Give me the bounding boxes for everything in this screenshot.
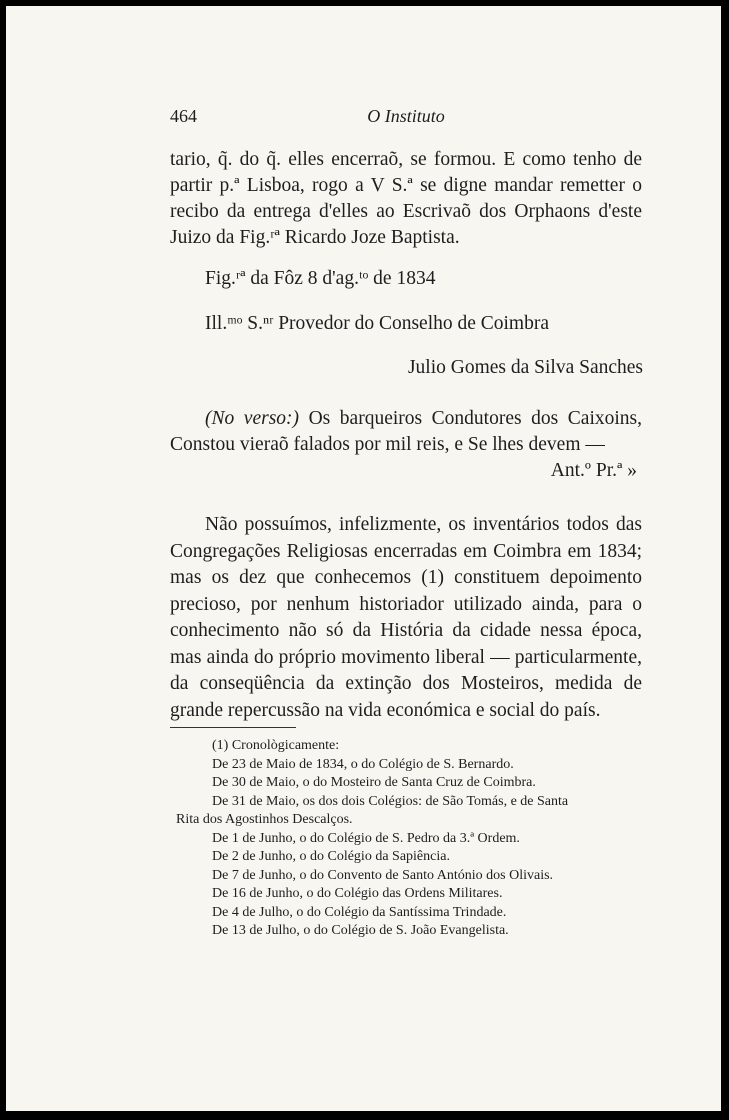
running-title: O Instituto [367,106,445,126]
essay-body [170,512,642,724]
footnote-heading: (1) Cronològicamente: [212,738,340,753]
footnote-divider [170,727,296,728]
letter-body [170,147,642,251]
footnote-entry-continuation: Rita dos Agostinhos Descalços. [176,812,353,827]
footnote-entry: De 13 de Julho, o do Colégio de S. João Evangelista. [212,923,509,938]
footnote-entry: De 31 de Maio, os dos dois Colégios: de São Tomás, e de Santa [212,793,569,809]
footnote-entry: De 4 de Julho, o do Colégio da Santíssima Trindade. [212,904,507,920]
letter-signature: Julio Gomes da Silva Sanches [407,357,643,378]
footnote-entry: De 30 de Maio, o do Mosteiro de Santa Cruz de Coimbra. [212,775,536,790]
essay-paragraph [170,512,642,724]
letter-paragraph: tario, q̃. do q̃. elles encerraõ, se formou. E como tenho de partir p.ª Lisboa, rogo a V S.ª se digne mandar remetter o recibo da entrega d'elles ao Escrivaõ dos Orphaons d'este Juizo da Fig.ʳª Ricardo Joze Baptista. [170,149,642,248]
letter-addressee: Ill.ᵐᵒ S.ⁿʳ Provedor do Conselho de Coimbra [205,313,550,334]
letter-date-line: Fig.ʳª da Fôz 8 d'ag.ᵗᵒ de 1834 [205,268,436,289]
footnote-entry: De 2 de Junho, o do Colégio da Sapiência. [212,849,450,864]
verso-label: (No verso:) [205,408,300,429]
footnote-entry: De 7 de Junho, o do Convento de Santo António dos Olivais. [212,867,554,883]
footnote-entry: De 16 de Junho, o do Colégio das Ordens Militares. [212,886,503,901]
essay-text-before: Não possuímos, infelizmente, os inventários todos das Congregações Religiosas encerradas em Coimbra em 1834; mas os dez que conhecemos [170,514,642,588]
verso-text: Os barqueiros Condutores dos Caixoins, Constou vieraõ falados por mil reis, e Se lhes devem — [170,408,642,455]
verso-sign-off: Ant.º Pr.ª » [550,460,637,481]
footnotes [176,737,642,941]
footnote-entry: De 1 de Junho, o do Colégio de S. Pedro da 3.ª Ordem. [212,830,520,846]
verso-note [170,406,642,484]
page-number: 464 [170,106,197,126]
footnote-reference: (1) [421,567,444,588]
footnote-entry: De 23 de Maio de 1834, o do Colégio de S. Bernardo. [212,756,514,772]
essay-text-after: constituem depoimento precioso, por nenhum historiador utilizado ainda, para o conhecimento não só da História da cidade nessa época, mas ainda do próprio movimento liberal — particularmente, da conseqüência da extinção dos Mosteiros, medida de grande repercussão na vida económica e social do país. [170,567,642,721]
